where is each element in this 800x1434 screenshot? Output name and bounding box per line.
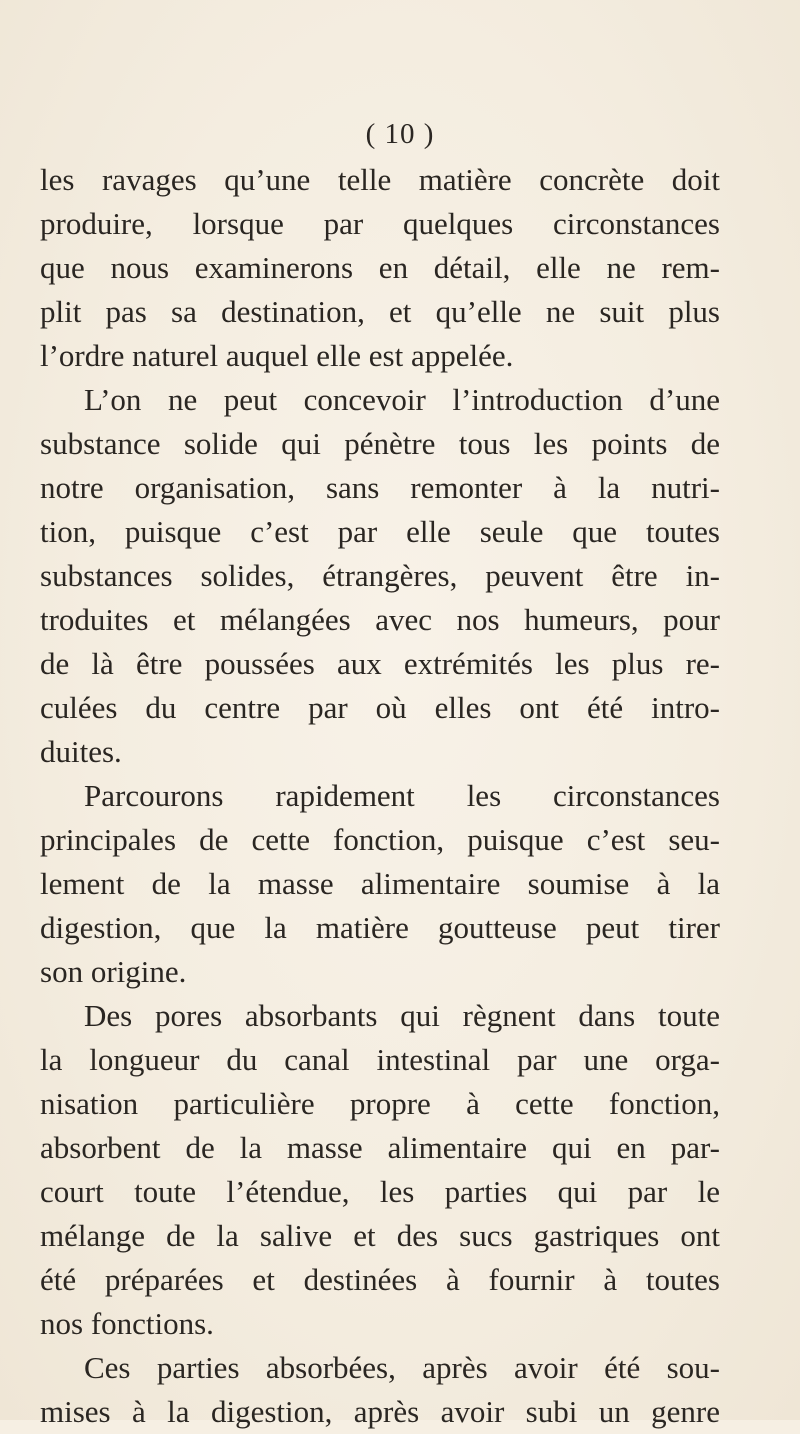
text-line: l’ordre naturel auquel elle est appelée.	[40, 338, 514, 373]
text-line: que nous examinerons en détail, elle ne rem-	[40, 250, 720, 285]
text-line: les ravages qu’une telle matière concrète doit	[40, 162, 720, 197]
text-line: substances solides, étrangères, peuvent être in-	[40, 558, 720, 593]
text-line: court toute l’étendue, les parties qui par le	[40, 1174, 720, 1209]
text-line: substance solide qui pénètre tous les points de	[40, 426, 720, 461]
text-line: notre organisation, sans remonter à la nutri-	[40, 470, 720, 505]
text-line: nisation particulière propre à cette fonction,	[40, 1086, 720, 1121]
text-line: nos fonctions.	[40, 1306, 214, 1341]
text-line: la longueur du canal intestinal par une orga-	[40, 1042, 720, 1077]
text-line: tion, puisque c’est par elle seule que toutes	[40, 514, 720, 549]
text-line: duites.	[40, 734, 122, 769]
text-line: L’on ne peut concevoir l’introduction d’une	[84, 382, 720, 417]
text-line: de là être poussées aux extrémités les plus re-	[40, 646, 720, 681]
text-line: principales de cette fonction, puisque c’est seu-	[40, 822, 720, 857]
text-line: son origine.	[40, 954, 187, 989]
text-line: mises à la digestion, après avoir subi un genre	[40, 1394, 720, 1429]
text-line: absorbent de la masse alimentaire qui en par-	[40, 1130, 720, 1165]
text-line: lement de la masse alimentaire soumise à la	[40, 866, 720, 901]
text-line: produire, lorsque par quelques circonstances	[40, 206, 720, 241]
text-line: plit pas sa destination, et qu’elle ne suit plus	[40, 294, 720, 329]
text-line: digestion, que la matière goutteuse peut tirer	[40, 910, 720, 945]
text-line: troduites et mélangées avec nos humeurs, pour	[40, 602, 720, 637]
text-line: été préparées et destinées à fournir à toutes	[40, 1262, 720, 1297]
text-line: Des pores absorbants qui règnent dans toute	[84, 998, 720, 1033]
page-number: ( 10 )	[365, 118, 435, 150]
text-line: Parcourons rapidement les circonstances	[84, 778, 720, 813]
text-line: mélange de la salive et des sucs gastriques ont	[40, 1218, 720, 1253]
text-line: culées du centre par où elles ont été intro-	[40, 690, 720, 725]
text-line: Ces parties absorbées, après avoir été sou-	[84, 1350, 720, 1385]
